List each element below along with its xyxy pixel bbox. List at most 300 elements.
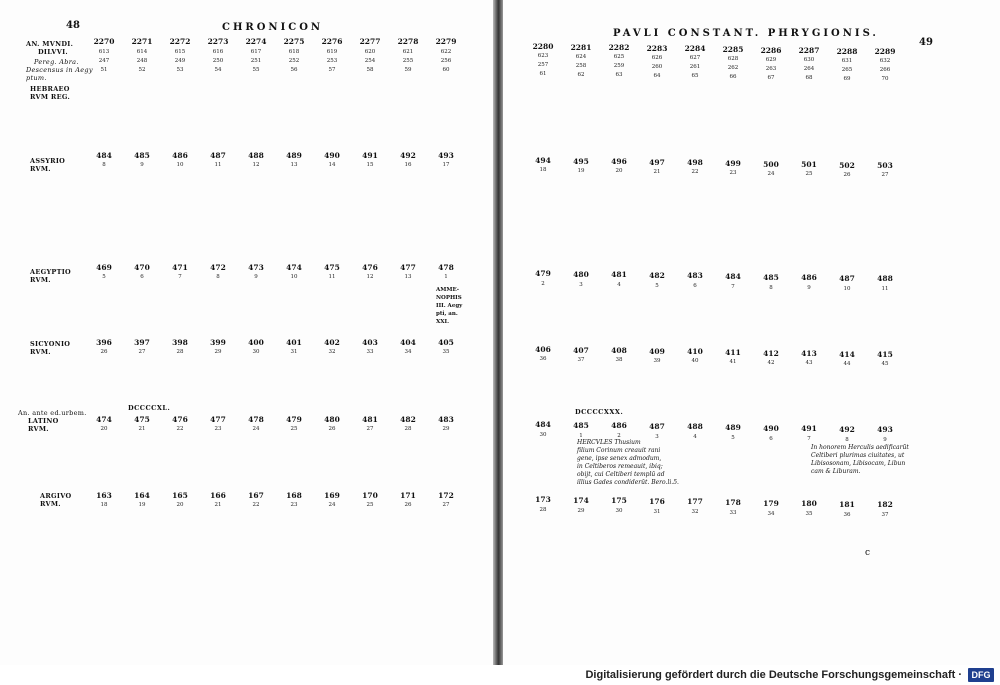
year-pereg: 259 xyxy=(613,63,625,70)
reign-argivorum: 29 xyxy=(577,507,585,514)
reign-latinorum: 3 xyxy=(655,433,659,440)
year-assyriorum: 501 xyxy=(801,160,817,170)
year-sicyoniorum: 406 xyxy=(535,345,551,354)
year-pereg: 262 xyxy=(727,65,739,71)
year-assyriorum: 494 xyxy=(535,156,551,165)
reign-sicyoniorum: 26 xyxy=(100,349,108,355)
year-descensus: 69 xyxy=(843,75,851,82)
year-sicyoniorum: 414 xyxy=(839,349,855,359)
label-line: RVM. xyxy=(28,425,49,433)
reign-assyriorum: 26 xyxy=(843,171,851,178)
reign-latinorum: 5 xyxy=(731,435,735,441)
reign-sicyoniorum: 32 xyxy=(328,349,336,355)
year-descensus: 59 xyxy=(404,67,412,73)
year-aegyptiorum: 485 xyxy=(763,272,779,282)
year-aegyptiorum: 487 xyxy=(839,273,855,283)
year-pereg: 263 xyxy=(765,65,777,72)
year-mundi: 2273 xyxy=(207,37,229,46)
year-descensus: 70 xyxy=(881,76,889,83)
year-mundi: 2287 xyxy=(798,46,820,56)
year-diluvii: 619 xyxy=(326,49,338,55)
year-assyriorum: 499 xyxy=(725,159,741,168)
year-latinorum: 478 xyxy=(248,415,264,424)
year-pereg: 261 xyxy=(689,64,701,71)
year-diluvii: 624 xyxy=(575,53,587,60)
note-line: HERCVLES Thusium xyxy=(577,439,641,446)
year-pereg: 248 xyxy=(136,58,148,64)
note-line: gene, ipse senex admodum, xyxy=(577,455,662,462)
year-argivorum: 171 xyxy=(400,491,416,500)
reign-argivorum: 33 xyxy=(729,510,737,516)
reign-latinorum: 21 xyxy=(138,426,146,432)
reign-sicyoniorum: 44 xyxy=(843,360,851,367)
reign-assyriorum: 12 xyxy=(252,162,260,168)
honor-note xyxy=(811,444,909,476)
note-line: pti, an. xyxy=(436,311,458,317)
aegypt-note xyxy=(436,286,462,326)
year-assyriorum: 491 xyxy=(362,151,378,160)
reign-latinorum: 27 xyxy=(366,426,374,432)
year-mundi: 2288 xyxy=(836,46,858,56)
year-mundi: 2274 xyxy=(245,37,267,46)
row-label-mundi xyxy=(26,40,73,56)
year-aegyptiorum: 476 xyxy=(362,263,378,272)
reign-sicyoniorum: 40 xyxy=(691,358,699,365)
year-mundi: 2281 xyxy=(570,42,592,52)
year-assyriorum: 497 xyxy=(649,157,665,167)
year-assyriorum: 500 xyxy=(763,159,779,169)
note-line: III. Aegy xyxy=(436,303,463,309)
year-latinorum: 480 xyxy=(324,415,340,424)
year-mundi: 2272 xyxy=(169,37,191,46)
reign-aegyptiorum: 6 xyxy=(693,283,697,290)
year-argivorum: 181 xyxy=(839,499,855,509)
year-pereg: 258 xyxy=(575,62,587,69)
year-mundi: 2289 xyxy=(874,47,896,57)
footer-credit: Digitalisierung gefördert durch die Deutsche Forschungsgemeinschaft · xyxy=(585,669,962,681)
year-aegyptiorum: 483 xyxy=(687,271,703,281)
reign-assyriorum: 11 xyxy=(214,162,222,168)
reign-argivorum: 22 xyxy=(252,502,260,508)
reign-assyriorum: 18 xyxy=(539,167,547,173)
year-mundi: 2285 xyxy=(722,45,744,54)
year-mundi: 2284 xyxy=(684,44,706,54)
reign-argivorum: 28 xyxy=(539,507,547,513)
note-line: cam & Liburam. xyxy=(811,468,861,475)
dfg-logo: DFG xyxy=(968,668,994,682)
reign-aegyptiorum: 4 xyxy=(617,282,621,289)
label-line: HEBRAEO xyxy=(30,85,70,93)
year-descensus: 66 xyxy=(729,74,737,80)
reign-latinorum: 26 xyxy=(328,426,336,432)
year-latinorum: 482 xyxy=(400,415,416,424)
note-line: Libisosonam, Libisocam, Libun xyxy=(811,460,906,467)
reign-argivorum: 36 xyxy=(843,511,851,518)
reign-sicyoniorum: 39 xyxy=(653,357,661,364)
year-argivorum: 164 xyxy=(134,491,150,500)
note-line: in Celtiberos remeauit, ibiq; xyxy=(577,463,663,470)
year-sicyoniorum: 411 xyxy=(725,348,741,357)
reign-latinorum: 6 xyxy=(769,435,773,442)
year-argivorum: 176 xyxy=(649,496,665,506)
reign-aegyptiorum: 7 xyxy=(178,274,182,280)
reign-assyriorum: 24 xyxy=(767,170,775,177)
year-aegyptiorum: 478 xyxy=(438,263,454,272)
year-aegyptiorum: 481 xyxy=(611,270,627,280)
year-aegyptiorum: 477 xyxy=(400,263,416,272)
year-latinorum: 488 xyxy=(687,422,703,432)
year-pereg: 249 xyxy=(174,58,186,64)
reign-assyriorum: 8 xyxy=(102,162,106,168)
signature-mark: c xyxy=(865,548,871,558)
year-sicyoniorum: 412 xyxy=(763,348,779,358)
reign-argivorum: 25 xyxy=(366,502,374,508)
year-aegyptiorum: 488 xyxy=(877,274,893,284)
reign-sicyoniorum: 30 xyxy=(252,349,260,355)
year-aegyptiorum: 475 xyxy=(324,263,340,272)
year-diluvii: 631 xyxy=(841,57,853,64)
reign-sicyoniorum: 34 xyxy=(404,349,412,355)
reign-argivorum: 37 xyxy=(881,512,889,519)
reign-aegyptiorum: 6 xyxy=(140,274,144,280)
reign-aegyptiorum: 1 xyxy=(444,274,448,280)
year-diluvii: 632 xyxy=(879,58,891,65)
year-diluvii: 618 xyxy=(288,49,300,55)
year-argivorum: 179 xyxy=(763,498,779,508)
reign-aegyptiorum: 11 xyxy=(881,286,889,293)
reign-argivorum: 26 xyxy=(404,502,412,508)
year-assyriorum: 489 xyxy=(286,151,302,160)
reign-latinorum: 20 xyxy=(100,426,108,432)
page-number: 49 xyxy=(919,37,933,48)
reign-argivorum: 19 xyxy=(138,502,146,508)
reign-assyriorum: 15 xyxy=(366,162,374,168)
year-descensus: 56 xyxy=(290,67,298,73)
reign-aegyptiorum: 10 xyxy=(290,274,298,280)
reign-latinorum: 2 xyxy=(617,433,621,440)
year-sicyoniorum: 410 xyxy=(687,347,703,357)
label-line: Descensus in Aegy xyxy=(26,66,93,74)
year-diluvii: 625 xyxy=(613,54,625,61)
year-mundi: 2276 xyxy=(321,37,343,46)
reign-aegyptiorum: 5 xyxy=(102,274,106,280)
label-line: ptum. xyxy=(26,74,47,82)
reign-assyriorum: 16 xyxy=(404,162,412,168)
year-pereg: 265 xyxy=(841,66,853,73)
reign-sicyoniorum: 27 xyxy=(138,349,146,355)
year-mundi: 2278 xyxy=(397,37,419,46)
year-descensus: 67 xyxy=(767,74,775,81)
reign-aegyptiorum: 9 xyxy=(807,285,811,292)
year-aegyptiorum: 486 xyxy=(801,273,817,283)
reign-latinorum: 4 xyxy=(693,434,697,441)
note-line: Celtiberi plurimas ciuitates, ut xyxy=(811,452,905,459)
year-pereg: 254 xyxy=(364,58,376,64)
year-assyriorum: 502 xyxy=(839,160,855,170)
year-diluvii: 613 xyxy=(98,49,110,55)
note-line: illius Gades condiderūt. Bero.li.5. xyxy=(577,479,679,486)
year-aegyptiorum: 471 xyxy=(172,263,188,272)
year-mundi: 2270 xyxy=(93,37,115,46)
label-line: RVM. xyxy=(30,348,51,356)
year-latinorum: 476 xyxy=(172,415,188,424)
reign-aegyptiorum: 10 xyxy=(843,285,851,292)
year-latinorum: 493 xyxy=(877,425,893,435)
year-latinorum: 492 xyxy=(839,424,855,434)
label-line: RVM. xyxy=(40,500,61,508)
year-argivorum: 170 xyxy=(362,491,378,500)
year-assyriorum: 503 xyxy=(877,161,893,171)
reign-assyriorum: 19 xyxy=(577,167,585,174)
page-number: 48 xyxy=(66,20,80,31)
reign-argivorum: 18 xyxy=(100,502,108,508)
year-descensus: 55 xyxy=(252,67,260,73)
reign-assyriorum: 22 xyxy=(691,169,699,176)
note-line: obijt, cui Celtiberi templū ad xyxy=(577,471,665,478)
year-argivorum: 168 xyxy=(286,491,302,500)
note-line: AMME- xyxy=(436,287,460,293)
note-line: In honorem Herculis aedificarũt xyxy=(811,444,909,451)
year-argivorum: 182 xyxy=(877,500,893,510)
year-sicyoniorum: 403 xyxy=(362,338,378,347)
reign-latinorum: 24 xyxy=(252,426,260,432)
year-descensus: 62 xyxy=(577,71,585,78)
reign-latinorum: 30 xyxy=(539,432,547,438)
left-page xyxy=(0,0,493,665)
year-diluvii: 622 xyxy=(440,49,452,55)
reign-assyriorum: 21 xyxy=(653,168,661,175)
year-descensus: 58 xyxy=(366,67,374,73)
year-latinorum: 475 xyxy=(134,415,150,424)
year-sicyoniorum: 396 xyxy=(96,338,112,347)
latin-marker: DCCCCXXX. xyxy=(575,408,624,416)
year-descensus: 54 xyxy=(214,67,222,73)
hercules-note xyxy=(577,439,679,487)
year-descensus: 60 xyxy=(442,67,450,73)
year-assyriorum: 488 xyxy=(248,151,264,160)
year-argivorum: 178 xyxy=(725,498,741,507)
label-line: RVM. xyxy=(30,165,51,173)
year-latinorum: 483 xyxy=(438,415,454,424)
footer-bar xyxy=(0,665,1000,685)
year-sicyoniorum: 405 xyxy=(438,338,454,347)
reign-aegyptiorum: 11 xyxy=(328,274,336,280)
reign-latinorum: 25 xyxy=(290,426,298,432)
year-mundi: 2286 xyxy=(760,45,782,55)
label-line: LATINO xyxy=(28,417,59,425)
year-mundi: 2282 xyxy=(608,43,630,53)
reign-latinorum: 1 xyxy=(579,432,583,439)
reign-aegyptiorum: 13 xyxy=(404,274,412,280)
reign-assyriorum: 9 xyxy=(140,162,144,168)
reign-assyriorum: 17 xyxy=(442,162,450,168)
year-latinorum: 486 xyxy=(611,421,627,431)
reign-latinorum: 29 xyxy=(442,426,450,432)
year-argivorum: 167 xyxy=(248,491,264,500)
year-pereg: 256 xyxy=(440,58,452,64)
label-line: Pereg. Abra. xyxy=(34,58,79,66)
year-assyriorum: 484 xyxy=(96,151,112,160)
year-pereg: 251 xyxy=(250,58,262,64)
year-pereg: 266 xyxy=(879,67,891,74)
year-sicyoniorum: 401 xyxy=(286,338,302,347)
year-argivorum: 169 xyxy=(324,491,340,500)
year-assyriorum: 492 xyxy=(400,151,416,160)
reign-assyriorum: 13 xyxy=(290,162,298,168)
reign-aegyptiorum: 3 xyxy=(579,281,583,288)
year-sicyoniorum: 404 xyxy=(400,338,416,347)
year-assyriorum: 496 xyxy=(611,157,627,167)
year-sicyoniorum: 399 xyxy=(210,338,226,347)
reign-aegyptiorum: 8 xyxy=(216,274,220,280)
reign-sicyoniorum: 36 xyxy=(539,356,547,362)
reign-argivorum: 32 xyxy=(691,509,699,516)
label-line: SICYONIO xyxy=(30,340,71,348)
year-sicyoniorum: 398 xyxy=(172,338,188,347)
reign-sicyoniorum: 31 xyxy=(290,349,298,355)
reign-latinorum: 9 xyxy=(883,437,887,444)
year-pereg: 257 xyxy=(537,62,549,68)
reign-argivorum: 34 xyxy=(767,510,775,517)
year-aegyptiorum: 472 xyxy=(210,263,226,272)
year-latinorum: 477 xyxy=(210,415,226,424)
year-mundi: 2271 xyxy=(131,37,153,46)
reign-argivorum: 23 xyxy=(290,502,298,508)
book-gutter xyxy=(493,0,503,665)
year-aegyptiorum: 482 xyxy=(649,270,665,280)
year-pereg: 253 xyxy=(326,58,338,64)
year-diluvii: 615 xyxy=(174,49,186,55)
year-latinorum: 484 xyxy=(535,420,551,429)
year-assyriorum: 498 xyxy=(687,158,703,168)
year-mundi: 2275 xyxy=(283,37,305,46)
year-latinorum: 487 xyxy=(649,421,665,431)
year-descensus: 63 xyxy=(615,72,623,79)
reign-latinorum: 7 xyxy=(807,436,811,443)
row-label-sicyoniorum xyxy=(30,340,70,356)
reign-latinorum: 28 xyxy=(404,426,412,432)
year-assyriorum: 485 xyxy=(134,151,150,160)
running-title: CHRONICON xyxy=(222,22,324,33)
year-descensus: 68 xyxy=(805,75,813,82)
year-sicyoniorum: 409 xyxy=(649,346,665,356)
year-descensus: 53 xyxy=(176,67,184,73)
row-label-argivorum xyxy=(40,492,71,508)
year-latinorum: 489 xyxy=(725,423,741,432)
label-line: RVM. xyxy=(30,276,51,284)
row-label-assyriorum xyxy=(30,157,65,173)
year-mundi: 2280 xyxy=(532,42,554,51)
year-diluvii: 614 xyxy=(136,49,148,55)
year-argivorum: 163 xyxy=(96,491,112,500)
reign-sicyoniorum: 28 xyxy=(176,349,184,355)
year-latinorum: 479 xyxy=(286,415,302,424)
label-line: ASSYRIO xyxy=(30,157,66,165)
year-assyriorum: 487 xyxy=(210,151,226,160)
label-line: An. ante ed.urbem. xyxy=(18,409,87,417)
year-assyriorum: 490 xyxy=(324,151,340,160)
year-diluvii: 629 xyxy=(765,56,777,63)
reign-argivorum: 27 xyxy=(442,502,450,508)
year-pereg: 260 xyxy=(651,63,663,70)
year-sicyoniorum: 407 xyxy=(573,345,589,355)
reign-latinorum: 22 xyxy=(176,426,184,432)
year-mundi: 2277 xyxy=(359,37,381,46)
reign-assyriorum: 20 xyxy=(615,168,623,175)
reign-sicyoniorum: 29 xyxy=(214,349,222,355)
year-argivorum: 177 xyxy=(687,497,703,507)
reign-sicyoniorum: 42 xyxy=(767,359,775,366)
year-aegyptiorum: 484 xyxy=(725,272,741,281)
reign-latinorum: 8 xyxy=(845,436,849,443)
year-latinorum: 485 xyxy=(573,420,589,430)
year-mundi: 2279 xyxy=(435,37,457,46)
label-line: RVM REG. xyxy=(30,93,71,101)
reign-latinorum: 23 xyxy=(214,426,222,432)
label-line: DILVVI. xyxy=(38,48,68,56)
label-line: AN. MVNDI. xyxy=(26,40,74,48)
year-argivorum: 172 xyxy=(438,491,454,500)
reign-aegyptiorum: 8 xyxy=(769,284,773,291)
year-aegyptiorum: 473 xyxy=(248,263,264,272)
year-descensus: 61 xyxy=(539,71,547,77)
year-sicyoniorum: 408 xyxy=(611,346,627,356)
reign-aegyptiorum: 2 xyxy=(541,281,545,287)
label-line: AEGYPTIO xyxy=(30,268,72,276)
right-page xyxy=(503,0,1000,665)
year-diluvii: 617 xyxy=(250,49,262,55)
year-latinorum: 491 xyxy=(801,424,817,434)
reign-argivorum: 35 xyxy=(805,511,813,518)
year-diluvii: 626 xyxy=(651,54,663,61)
year-aegyptiorum: 474 xyxy=(286,263,302,272)
year-diluvii: 630 xyxy=(803,57,815,64)
reign-assyriorum: 10 xyxy=(176,162,184,168)
latin-marker: DCCCCXL. xyxy=(128,404,171,412)
year-diluvii: 627 xyxy=(689,55,701,62)
reign-aegyptiorum: 7 xyxy=(731,284,735,290)
year-diluvii: 621 xyxy=(402,49,414,55)
year-diluvii: 628 xyxy=(727,56,739,62)
year-latinorum: 474 xyxy=(96,415,112,424)
year-argivorum: 174 xyxy=(573,495,589,505)
note-line: NOPHIS xyxy=(436,295,462,301)
year-pereg: 252 xyxy=(288,58,300,64)
year-assyriorum: 493 xyxy=(438,151,454,160)
year-descensus: 51 xyxy=(100,67,108,73)
reign-argivorum: 21 xyxy=(214,502,222,508)
reign-sicyoniorum: 45 xyxy=(881,361,889,368)
row-label-pereg xyxy=(26,58,93,82)
reign-argivorum: 31 xyxy=(653,508,661,515)
row-label-aegyptiorum xyxy=(30,268,71,284)
reign-argivorum: 30 xyxy=(615,508,623,515)
year-sicyoniorum: 402 xyxy=(324,338,340,347)
year-pereg: 255 xyxy=(402,58,414,64)
year-argivorum: 173 xyxy=(535,495,551,504)
reign-sicyoniorum: 33 xyxy=(366,349,374,355)
reign-sicyoniorum: 37 xyxy=(577,356,585,363)
year-latinorum: 490 xyxy=(763,423,779,433)
year-sicyoniorum: 413 xyxy=(801,349,817,359)
year-assyriorum: 486 xyxy=(172,151,188,160)
year-descensus: 57 xyxy=(328,67,336,73)
year-diluvii: 620 xyxy=(364,49,376,55)
reign-sicyoniorum: 38 xyxy=(615,357,623,364)
year-argivorum: 166 xyxy=(210,491,226,500)
year-aegyptiorum: 480 xyxy=(573,269,589,279)
reign-sicyoniorum: 35 xyxy=(442,349,450,355)
